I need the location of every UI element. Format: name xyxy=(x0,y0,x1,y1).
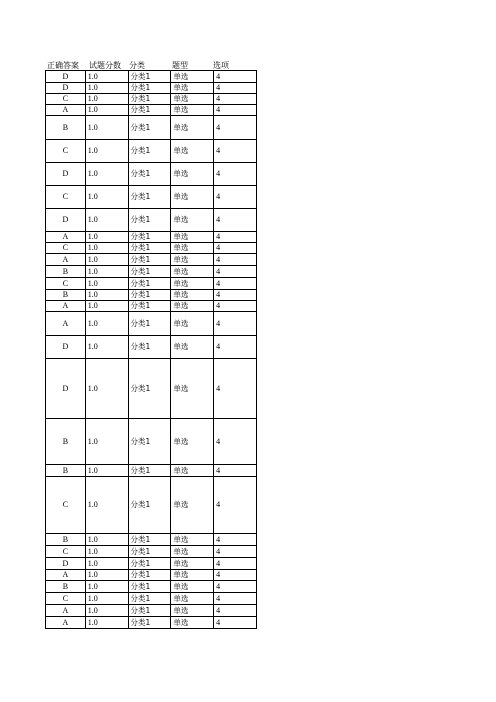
cell-score: 1.0 xyxy=(85,140,128,163)
cell-correct-answer: D xyxy=(46,336,86,359)
cell-category: 分类1 xyxy=(128,546,171,558)
cell-options: 4 xyxy=(214,581,257,593)
cell-options: 4 xyxy=(214,163,257,186)
cell-category: 分类1 xyxy=(128,254,171,266)
cell-category: 分类1 xyxy=(128,186,171,209)
table-row xyxy=(46,336,257,359)
cell-score: 1.0 xyxy=(85,290,128,301)
cell-category: 分类1 xyxy=(128,163,171,186)
cell-correct-answer: B xyxy=(46,290,86,301)
cell-question-type: 单选 xyxy=(171,94,214,105)
cell-category: 分类1 xyxy=(128,116,171,140)
cell-category: 分类1 xyxy=(128,593,171,605)
cell-category: 分类1 xyxy=(128,290,171,301)
cell-question-type: 单选 xyxy=(171,419,214,465)
cell-question-type: 单选 xyxy=(171,71,214,83)
table-row xyxy=(46,290,257,301)
cell-question-type: 单选 xyxy=(171,465,214,477)
cell-question-type: 单选 xyxy=(171,301,214,312)
cell-category: 分类1 xyxy=(128,558,171,570)
cell-question-type: 单选 xyxy=(171,312,214,336)
cell-options: 4 xyxy=(214,359,257,419)
cell-category: 分类1 xyxy=(128,94,171,105)
table-row xyxy=(46,312,257,336)
cell-options: 4 xyxy=(214,546,257,558)
table-row xyxy=(46,558,257,570)
cell-score: 1.0 xyxy=(85,232,128,243)
cell-score: 1.0 xyxy=(85,116,128,140)
cell-question-type: 单选 xyxy=(171,266,214,278)
cell-question-type: 单选 xyxy=(171,570,214,581)
table-row xyxy=(46,570,257,581)
cell-category: 分类1 xyxy=(128,534,171,546)
cell-options: 4 xyxy=(214,290,257,301)
table-row xyxy=(46,243,257,254)
cell-correct-answer: A xyxy=(46,570,86,581)
cell-question-type: 单选 xyxy=(171,209,214,232)
cell-question-type: 单选 xyxy=(171,617,214,629)
cell-category: 分类1 xyxy=(128,301,171,312)
table-row xyxy=(46,465,257,477)
cell-options: 4 xyxy=(214,593,257,605)
cell-correct-answer: C xyxy=(46,593,86,605)
cell-category: 分类1 xyxy=(128,477,171,534)
cell-category: 分类1 xyxy=(128,581,171,593)
header-score: 试题分数 xyxy=(89,61,121,70)
table-row xyxy=(46,71,257,83)
cell-question-type: 单选 xyxy=(171,232,214,243)
cell-score: 1.0 xyxy=(85,593,128,605)
table-row xyxy=(46,278,257,290)
table-row xyxy=(46,163,257,186)
cell-category: 分类1 xyxy=(128,83,171,94)
table-row xyxy=(46,116,257,140)
cell-correct-answer: C xyxy=(46,278,86,290)
table-row xyxy=(46,605,257,617)
cell-category: 分类1 xyxy=(128,209,171,232)
cell-correct-answer: B xyxy=(46,581,86,593)
cell-options: 4 xyxy=(214,617,257,629)
cell-score: 1.0 xyxy=(85,419,128,465)
cell-question-type: 单选 xyxy=(171,186,214,209)
cell-score: 1.0 xyxy=(85,465,128,477)
cell-score: 1.0 xyxy=(85,359,128,419)
table-row xyxy=(46,94,257,105)
cell-options: 4 xyxy=(214,605,257,617)
cell-question-type: 单选 xyxy=(171,477,214,534)
table-row xyxy=(46,301,257,312)
cell-correct-answer: C xyxy=(46,546,86,558)
cell-question-type: 单选 xyxy=(171,336,214,359)
cell-category: 分类1 xyxy=(128,570,171,581)
cell-score: 1.0 xyxy=(85,186,128,209)
cell-question-type: 单选 xyxy=(171,83,214,94)
cell-score: 1.0 xyxy=(85,83,128,94)
cell-score: 1.0 xyxy=(85,71,128,83)
cell-score: 1.0 xyxy=(85,243,128,254)
cell-category: 分类1 xyxy=(128,140,171,163)
table-row xyxy=(46,83,257,94)
cell-options: 4 xyxy=(214,465,257,477)
cell-category: 分类1 xyxy=(128,71,171,83)
cell-score: 1.0 xyxy=(85,278,128,290)
cell-options: 4 xyxy=(214,336,257,359)
cell-options: 4 xyxy=(214,209,257,232)
cell-correct-answer: A xyxy=(46,617,86,629)
cell-options: 4 xyxy=(214,140,257,163)
cell-correct-answer: C xyxy=(46,140,86,163)
cell-options: 4 xyxy=(214,83,257,94)
header-category: 分类 xyxy=(129,61,145,70)
cell-score: 1.0 xyxy=(85,558,128,570)
cell-options: 4 xyxy=(214,301,257,312)
cell-options: 4 xyxy=(214,278,257,290)
cell-category: 分类1 xyxy=(128,243,171,254)
cell-category: 分类1 xyxy=(128,419,171,465)
cell-correct-answer: C xyxy=(46,186,86,209)
table-row xyxy=(46,105,257,116)
cell-score: 1.0 xyxy=(85,617,128,629)
table-row xyxy=(46,419,257,465)
table-row xyxy=(46,186,257,209)
cell-options: 4 xyxy=(214,477,257,534)
cell-correct-answer: A xyxy=(46,254,86,266)
cell-question-type: 单选 xyxy=(171,359,214,419)
cell-category: 分类1 xyxy=(128,266,171,278)
cell-score: 1.0 xyxy=(85,94,128,105)
table-row xyxy=(46,232,257,243)
cell-score: 1.0 xyxy=(85,534,128,546)
cell-category: 分类1 xyxy=(128,105,171,116)
cell-correct-answer: A xyxy=(46,605,86,617)
cell-options: 4 xyxy=(214,232,257,243)
cell-options: 4 xyxy=(214,534,257,546)
cell-question-type: 单选 xyxy=(171,116,214,140)
cell-question-type: 单选 xyxy=(171,534,214,546)
cell-score: 1.0 xyxy=(85,477,128,534)
cell-options: 4 xyxy=(214,558,257,570)
cell-correct-answer: D xyxy=(46,83,86,94)
question-table xyxy=(45,70,257,629)
cell-correct-answer: B xyxy=(46,465,86,477)
question-table-body xyxy=(46,71,257,629)
cell-options: 4 xyxy=(214,94,257,105)
cell-score: 1.0 xyxy=(85,163,128,186)
cell-score: 1.0 xyxy=(85,336,128,359)
cell-question-type: 单选 xyxy=(171,546,214,558)
cell-options: 4 xyxy=(214,105,257,116)
cell-question-type: 单选 xyxy=(171,140,214,163)
table-row xyxy=(46,581,257,593)
cell-score: 1.0 xyxy=(85,570,128,581)
table-row xyxy=(46,534,257,546)
cell-correct-answer: B xyxy=(46,266,86,278)
cell-options: 4 xyxy=(214,570,257,581)
table-row xyxy=(46,209,257,232)
cell-correct-answer: A xyxy=(46,301,86,312)
cell-options: 4 xyxy=(214,312,257,336)
cell-correct-answer: D xyxy=(46,359,86,419)
cell-score: 1.0 xyxy=(85,605,128,617)
cell-question-type: 单选 xyxy=(171,278,214,290)
cell-score: 1.0 xyxy=(85,301,128,312)
cell-category: 分类1 xyxy=(128,312,171,336)
table-row xyxy=(46,254,257,266)
table-row xyxy=(46,617,257,629)
cell-score: 1.0 xyxy=(85,266,128,278)
table-row xyxy=(46,359,257,419)
cell-question-type: 单选 xyxy=(171,290,214,301)
cell-correct-answer: A xyxy=(46,312,86,336)
cell-category: 分类1 xyxy=(128,617,171,629)
cell-correct-answer: B xyxy=(46,419,86,465)
cell-options: 4 xyxy=(214,419,257,465)
cell-category: 分类1 xyxy=(128,605,171,617)
table-row xyxy=(46,546,257,558)
cell-question-type: 单选 xyxy=(171,593,214,605)
cell-score: 1.0 xyxy=(85,254,128,266)
cell-options: 4 xyxy=(214,116,257,140)
cell-correct-answer: A xyxy=(46,232,86,243)
cell-correct-answer: C xyxy=(46,477,86,534)
cell-category: 分类1 xyxy=(128,465,171,477)
cell-category: 分类1 xyxy=(128,336,171,359)
header-correct-answer: 正确答案 xyxy=(47,61,79,70)
cell-question-type: 单选 xyxy=(171,581,214,593)
cell-score: 1.0 xyxy=(85,546,128,558)
cell-score: 1.0 xyxy=(85,209,128,232)
cell-category: 分类1 xyxy=(128,359,171,419)
cell-correct-answer: B xyxy=(46,116,86,140)
cell-score: 1.0 xyxy=(85,581,128,593)
cell-correct-answer: C xyxy=(46,94,86,105)
header-question-type: 题型 xyxy=(172,61,188,70)
cell-category: 分类1 xyxy=(128,278,171,290)
cell-question-type: 单选 xyxy=(171,254,214,266)
cell-options: 4 xyxy=(214,186,257,209)
cell-options: 4 xyxy=(214,71,257,83)
cell-category: 分类1 xyxy=(128,232,171,243)
cell-score: 1.0 xyxy=(85,312,128,336)
table-row xyxy=(46,140,257,163)
cell-options: 4 xyxy=(214,254,257,266)
table-row xyxy=(46,477,257,534)
cell-score: 1.0 xyxy=(85,105,128,116)
cell-correct-answer: C xyxy=(46,243,86,254)
cell-correct-answer: B xyxy=(46,534,86,546)
header-options: 选项 xyxy=(213,61,229,70)
table-row xyxy=(46,266,257,278)
cell-options: 4 xyxy=(214,243,257,254)
cell-question-type: 单选 xyxy=(171,105,214,116)
cell-question-type: 单选 xyxy=(171,605,214,617)
table-row xyxy=(46,593,257,605)
cell-question-type: 单选 xyxy=(171,163,214,186)
cell-correct-answer: D xyxy=(46,163,86,186)
cell-correct-answer: D xyxy=(46,71,86,83)
cell-correct-answer: A xyxy=(46,105,86,116)
cell-question-type: 单选 xyxy=(171,243,214,254)
cell-correct-answer: D xyxy=(46,209,86,232)
cell-options: 4 xyxy=(214,266,257,278)
cell-correct-answer: D xyxy=(46,558,86,570)
cell-question-type: 单选 xyxy=(171,558,214,570)
